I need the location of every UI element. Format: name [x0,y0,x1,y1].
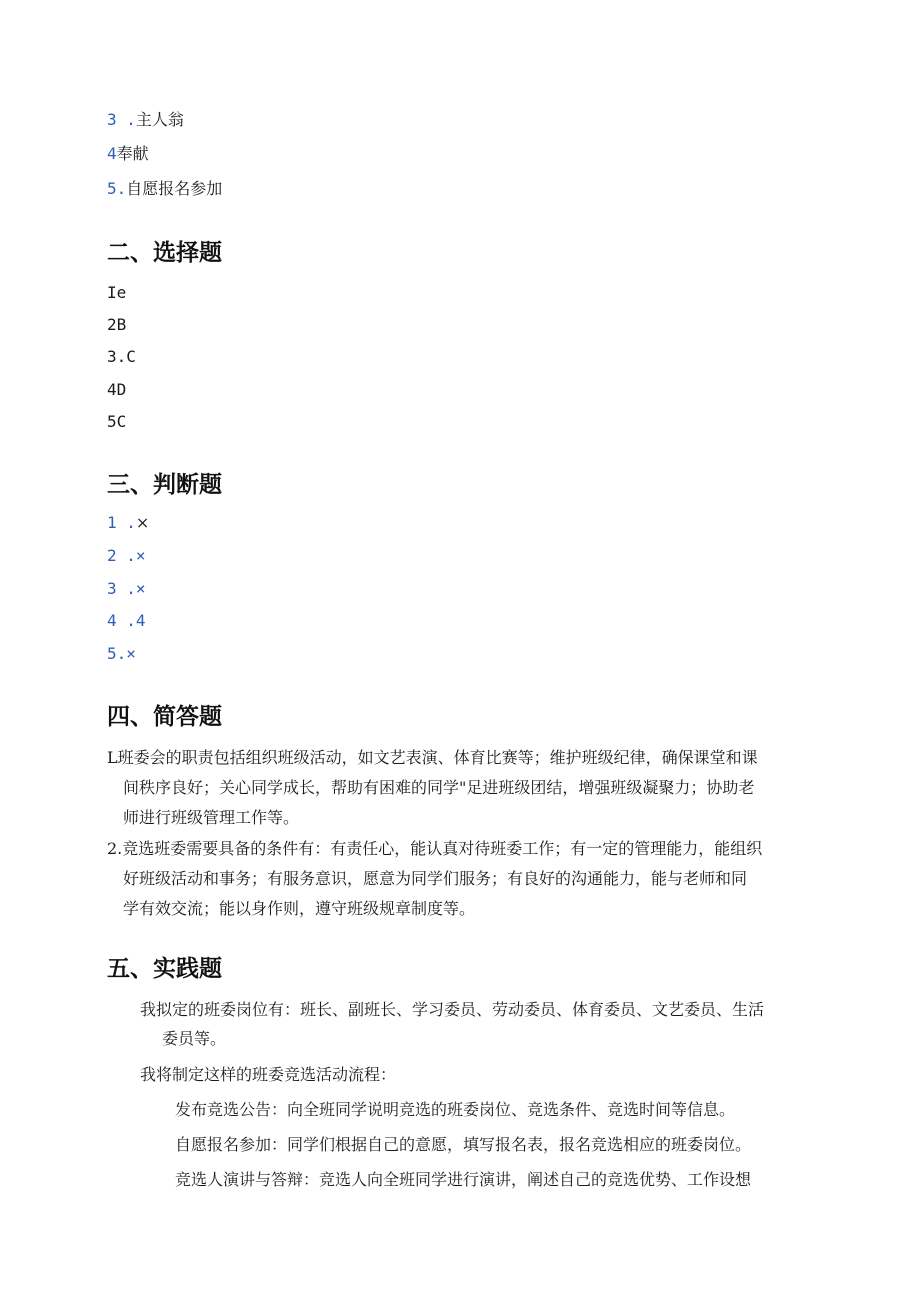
section-heading-choice: 二、选择题 [107,240,222,266]
section-heading-short-answer: 四、简答题 [107,704,222,730]
item-number: 1 . [107,513,136,532]
choice-answer-5: 5C [107,412,127,431]
positions-line-2: 委员等。 [162,1029,227,1048]
cross-mark: × [135,546,146,565]
judgement-item-1 [107,512,149,534]
answer-line: 学有效交流；能以身作则，遵守班级规章制度等。 [123,899,476,918]
choice-answer-4: 4D [107,380,127,399]
positions-line-1: 我拟定的班委岗位有：班长、副班长、学习委员、劳动委员、体育委员、文艺委员、生活 [140,1000,765,1019]
check-mark: 4 [135,611,146,630]
item-text: 自愿报名参加 [126,179,223,198]
item-number: 4 [107,144,117,163]
judgement-item-4 [107,610,146,632]
flow-step-3: 竞选人演讲与答辩：竞选人向全班同学进行演讲，阐述自己的竞选优势、工作设想 [175,1170,752,1189]
item-text: 奉献 [116,144,149,163]
judgement-item-2 [107,545,146,567]
item-text: 主人翁 [135,110,184,129]
answer-line: 间秩序良好；关心同学成长，帮助有困难的同学"足进班级团结，增强班级凝聚力；协助老 [123,778,755,797]
item-number: 5. [107,179,127,198]
cross-mark: × [126,644,136,663]
item-number: 5. [107,644,127,663]
flow-intro: 我将制定这样的班委竞选活动流程： [140,1065,397,1084]
answer-line: 师进行班级管理工作等。 [123,808,300,827]
section-heading-judgement: 三、判断题 [107,472,222,498]
choice-answer-2: 2B [107,315,127,334]
item-number: 2 . [107,546,136,565]
choice-answer-3: 3.C [107,347,136,366]
short-answer-2 [107,834,807,924]
choice-answer-1: Ie [107,283,127,302]
flow-step-1: 发布竞选公告：向全班同学说明竞选的班委岗位、竞选条件、竞选时间等信息。 [175,1100,736,1119]
short-answer-1 [107,743,807,833]
section-heading-practice: 五、实践题 [107,956,222,982]
judgement-item-5 [107,643,136,665]
answer-line: L班委会的职责包括组织班级活动，如文艺表演、体育比赛等；维护班级纪律，确保课堂和课 [107,748,758,767]
answer-line: 2.竞选班委需要具备的条件有：有责任心，能认真对待班委工作；有一定的管理能力，能组织 [107,839,763,858]
item-number: 3 . [107,110,136,129]
answer-line: 好班级活动和事务；有服务意识，愿意为同学们服务；有良好的沟通能力，能与老师和同 [123,869,748,888]
item-number: 3 . [107,579,136,598]
cross-mark: × [135,513,150,532]
item-number: 4 . [107,611,136,630]
flow-step-2: 自愿报名参加：同学们根据自己的意愿，填写报名表，报名竞选相应的班委岗位。 [175,1135,752,1154]
cross-mark: × [135,579,146,598]
fill-item-3 [107,109,184,131]
judgement-item-3 [107,578,146,600]
fill-item-4 [107,143,149,165]
fill-item-5 [107,178,222,200]
